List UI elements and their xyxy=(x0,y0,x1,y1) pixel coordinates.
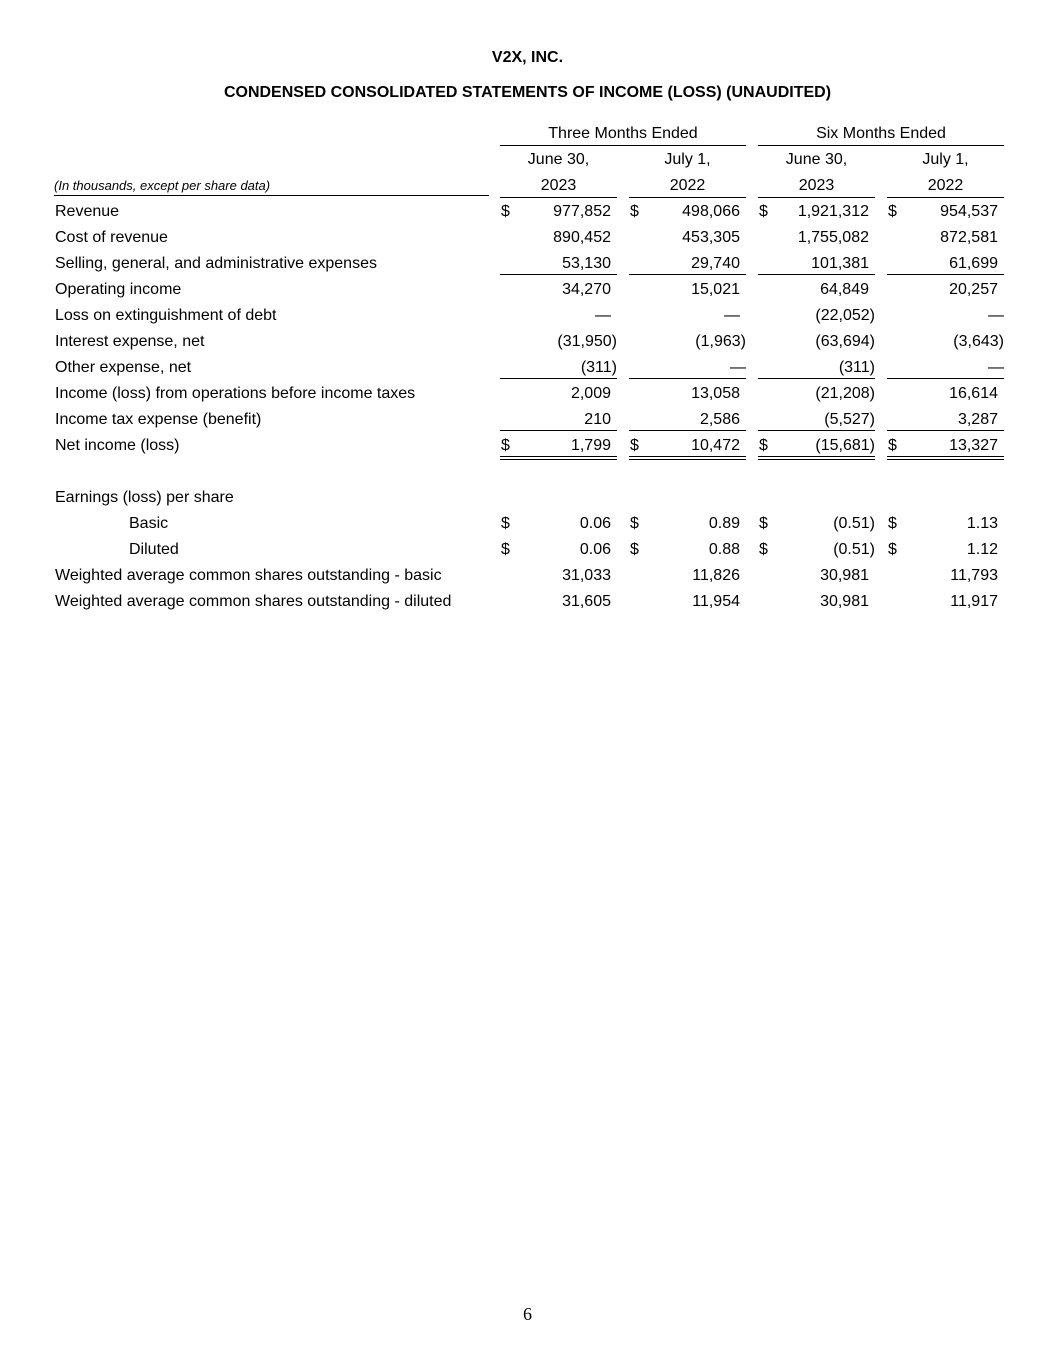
table-cell xyxy=(887,199,1004,222)
cell-value: 20,257 xyxy=(949,281,998,298)
cell-value: — xyxy=(730,359,746,376)
table-cell xyxy=(887,303,1004,326)
table-cell xyxy=(500,355,617,379)
row-label: Operating income xyxy=(55,281,182,298)
cell-value: 0.06 xyxy=(579,515,611,532)
table-cell xyxy=(500,277,617,300)
table-cell xyxy=(629,199,746,222)
cell-value: 16,614 xyxy=(949,385,998,402)
column-date-header: July 1, xyxy=(664,151,711,168)
table-cell xyxy=(629,589,746,612)
table-cell xyxy=(629,381,746,404)
table-cell xyxy=(887,355,1004,379)
table-cell xyxy=(629,407,746,431)
cell-value: 30,981 xyxy=(820,567,869,584)
cell-value: — xyxy=(988,307,1004,324)
row-label: Net income (loss) xyxy=(55,437,180,454)
table-cell xyxy=(500,537,617,560)
table-row-interest-expense xyxy=(0,329,1055,355)
column-year-header: 2023 xyxy=(500,175,617,198)
cell-value: — xyxy=(988,359,1004,376)
table-row-shares-diluted xyxy=(0,589,1055,615)
cell-value: 13,058 xyxy=(691,385,740,402)
cell-value: 101,381 xyxy=(811,255,869,272)
column-date-header: June 30, xyxy=(785,151,848,168)
cell-value: (21,208) xyxy=(815,385,875,402)
table-cell xyxy=(500,433,617,460)
cell-value: 13,327 xyxy=(949,437,998,454)
column-year-header: 2023 xyxy=(758,175,875,198)
cell-value: 64,849 xyxy=(820,281,869,298)
row-label: Diluted xyxy=(129,541,179,558)
table-row-loss-on-extinguishment xyxy=(0,303,1055,329)
cell-value: 0.89 xyxy=(708,515,740,532)
table-row-operating-income xyxy=(0,277,1055,303)
table-cell xyxy=(758,199,875,222)
row-label: Other expense, net xyxy=(55,359,192,376)
table-cell xyxy=(887,381,1004,404)
table-cell xyxy=(500,199,617,222)
table-cell xyxy=(758,277,875,300)
table-cell xyxy=(629,355,746,379)
table-cell xyxy=(887,589,1004,612)
row-label: Income tax expense (benefit) xyxy=(55,411,262,428)
table-cell xyxy=(887,225,1004,248)
cell-value: 1,799 xyxy=(570,437,611,454)
cell-value: (31,950) xyxy=(557,333,617,350)
column-date-header: June 30, xyxy=(527,151,590,168)
cell-value: 11,954 xyxy=(692,593,740,610)
row-label: Interest expense, net xyxy=(55,333,205,350)
cell-value: (0.51) xyxy=(833,515,875,532)
company-name: V2X, INC. xyxy=(491,49,564,66)
table-cell xyxy=(629,537,746,560)
currency-symbol: $ xyxy=(888,515,897,532)
cell-value: 11,793 xyxy=(950,567,998,584)
units-note: (In thousands, except per share data) xyxy=(54,177,489,196)
table-row-revenue xyxy=(0,199,1055,225)
table-cell xyxy=(500,589,617,612)
cell-value: 53,130 xyxy=(562,255,611,272)
table-row-income-before-taxes xyxy=(0,381,1055,407)
cell-value: — xyxy=(724,307,740,324)
cell-value: (5,527) xyxy=(824,411,875,428)
row-label: Income (loss) from operations before income taxes xyxy=(55,385,416,402)
row-label: Earnings (loss) per share xyxy=(55,489,234,506)
currency-symbol: $ xyxy=(759,203,768,220)
cell-value: (1,963) xyxy=(695,333,746,350)
currency-symbol: $ xyxy=(888,541,897,558)
cell-value: (311) xyxy=(580,359,617,376)
table-cell xyxy=(887,277,1004,300)
table-cell xyxy=(500,303,617,326)
table-row-sga-expenses xyxy=(0,251,1055,277)
row-label: Revenue xyxy=(55,203,120,220)
row-label: Selling, general, and administrative expenses xyxy=(55,255,377,272)
cell-value: (22,052) xyxy=(815,307,875,324)
column-year-header: 2022 xyxy=(887,175,1004,198)
table-cell xyxy=(500,251,617,275)
cell-value: 1,755,082 xyxy=(797,229,869,246)
table-cell xyxy=(629,277,746,300)
group-header-six-months: Six Months Ended xyxy=(758,123,1004,146)
cell-value: 0.06 xyxy=(579,541,611,558)
table-cell xyxy=(500,225,617,248)
currency-symbol: $ xyxy=(501,437,510,454)
column-year-header: 2022 xyxy=(629,175,746,198)
cell-value: 453,305 xyxy=(682,229,740,246)
cell-value: 3,287 xyxy=(957,411,998,428)
currency-symbol: $ xyxy=(759,541,768,558)
cell-value: (63,694) xyxy=(815,333,875,350)
cell-value: (3,643) xyxy=(953,333,1004,350)
cell-value: 0.88 xyxy=(708,541,740,558)
currency-symbol: $ xyxy=(501,541,510,558)
table-cell xyxy=(758,355,875,379)
cell-value: 954,537 xyxy=(940,203,998,220)
table-row-income-tax xyxy=(0,407,1055,433)
cell-value: 210 xyxy=(584,411,611,428)
cell-value: 61,699 xyxy=(949,255,998,272)
currency-symbol: $ xyxy=(759,515,768,532)
column-date-header: July 1, xyxy=(922,151,969,168)
currency-symbol: $ xyxy=(888,437,897,454)
cell-value: (0.51) xyxy=(833,541,875,558)
table-row-shares-basic xyxy=(0,563,1055,589)
cell-value: 29,740 xyxy=(691,255,740,272)
cell-value: (15,681) xyxy=(815,437,875,454)
table-cell xyxy=(758,589,875,612)
table-cell xyxy=(500,511,617,534)
table-cell xyxy=(758,433,875,460)
row-label: Basic xyxy=(129,515,169,532)
table-cell xyxy=(629,303,746,326)
cell-value: 977,852 xyxy=(553,203,611,220)
cell-value: 1,921,312 xyxy=(797,203,869,220)
table-cell xyxy=(887,511,1004,534)
group-header-three-months: Three Months Ended xyxy=(500,123,746,146)
currency-symbol: $ xyxy=(501,203,510,220)
cell-value: 10,472 xyxy=(691,437,740,454)
page-number: 6 xyxy=(523,1304,532,1324)
table-cell xyxy=(629,563,746,586)
table-cell xyxy=(887,563,1004,586)
table-cell xyxy=(887,251,1004,275)
cell-value: 1.12 xyxy=(966,541,998,558)
statement-title: CONDENSED CONSOLIDATED STATEMENTS OF INCOME (LOSS) (UNAUDITED) xyxy=(223,84,832,101)
table-cell xyxy=(758,381,875,404)
cell-value: 890,452 xyxy=(553,229,611,246)
cell-value: 31,605 xyxy=(562,593,611,610)
table-row-eps-diluted xyxy=(0,537,1055,563)
row-label: Cost of revenue xyxy=(55,229,168,246)
cell-value: — xyxy=(595,307,611,324)
cell-value: (311) xyxy=(838,359,875,376)
cell-value: 15,021 xyxy=(691,281,740,298)
row-label: Weighted average common shares outstanding - basic xyxy=(55,567,442,584)
cell-value: 31,033 xyxy=(562,567,611,584)
row-label: Loss on extinguishment of debt xyxy=(55,307,277,324)
table-cell xyxy=(758,251,875,275)
table-cell xyxy=(629,251,746,275)
cell-value: 498,066 xyxy=(682,203,740,220)
cell-value: 2,009 xyxy=(570,385,611,402)
currency-symbol: $ xyxy=(501,515,510,532)
currency-symbol: $ xyxy=(759,437,768,454)
table-cell xyxy=(887,329,1004,352)
table-cell xyxy=(629,225,746,248)
cell-value: 872,581 xyxy=(940,229,998,246)
cell-value: 1.13 xyxy=(966,515,998,532)
table-cell xyxy=(758,511,875,534)
table-row-other-expense xyxy=(0,355,1055,381)
table-cell xyxy=(500,407,617,431)
table-cell xyxy=(500,381,617,404)
table-cell xyxy=(500,563,617,586)
table-cell xyxy=(758,563,875,586)
currency-symbol: $ xyxy=(630,541,639,558)
row-label: Weighted average common shares outstanding - diluted xyxy=(55,593,452,610)
table-cell xyxy=(758,407,875,431)
cell-value: 30,981 xyxy=(820,593,869,610)
table-row-net-income xyxy=(0,433,1055,459)
table-cell xyxy=(758,303,875,326)
table-cell xyxy=(758,225,875,248)
table-cell xyxy=(629,511,746,534)
currency-symbol: $ xyxy=(630,203,639,220)
table-cell xyxy=(887,537,1004,560)
table-cell xyxy=(629,433,746,460)
cell-value: 34,270 xyxy=(562,281,611,298)
table-row-eps-basic xyxy=(0,511,1055,537)
currency-symbol: $ xyxy=(888,203,897,220)
table-cell xyxy=(629,329,746,352)
table-cell xyxy=(887,433,1004,460)
table-cell xyxy=(758,329,875,352)
table-row-eps-heading xyxy=(0,485,1055,511)
cell-value: 2,586 xyxy=(699,411,740,428)
currency-symbol: $ xyxy=(630,515,639,532)
table-cell xyxy=(887,407,1004,431)
table-cell xyxy=(500,329,617,352)
table-cell xyxy=(758,537,875,560)
currency-symbol: $ xyxy=(630,437,639,454)
cell-value: 11,917 xyxy=(950,593,998,610)
table-row-cost-of-revenue xyxy=(0,225,1055,251)
cell-value: 11,826 xyxy=(692,567,740,584)
